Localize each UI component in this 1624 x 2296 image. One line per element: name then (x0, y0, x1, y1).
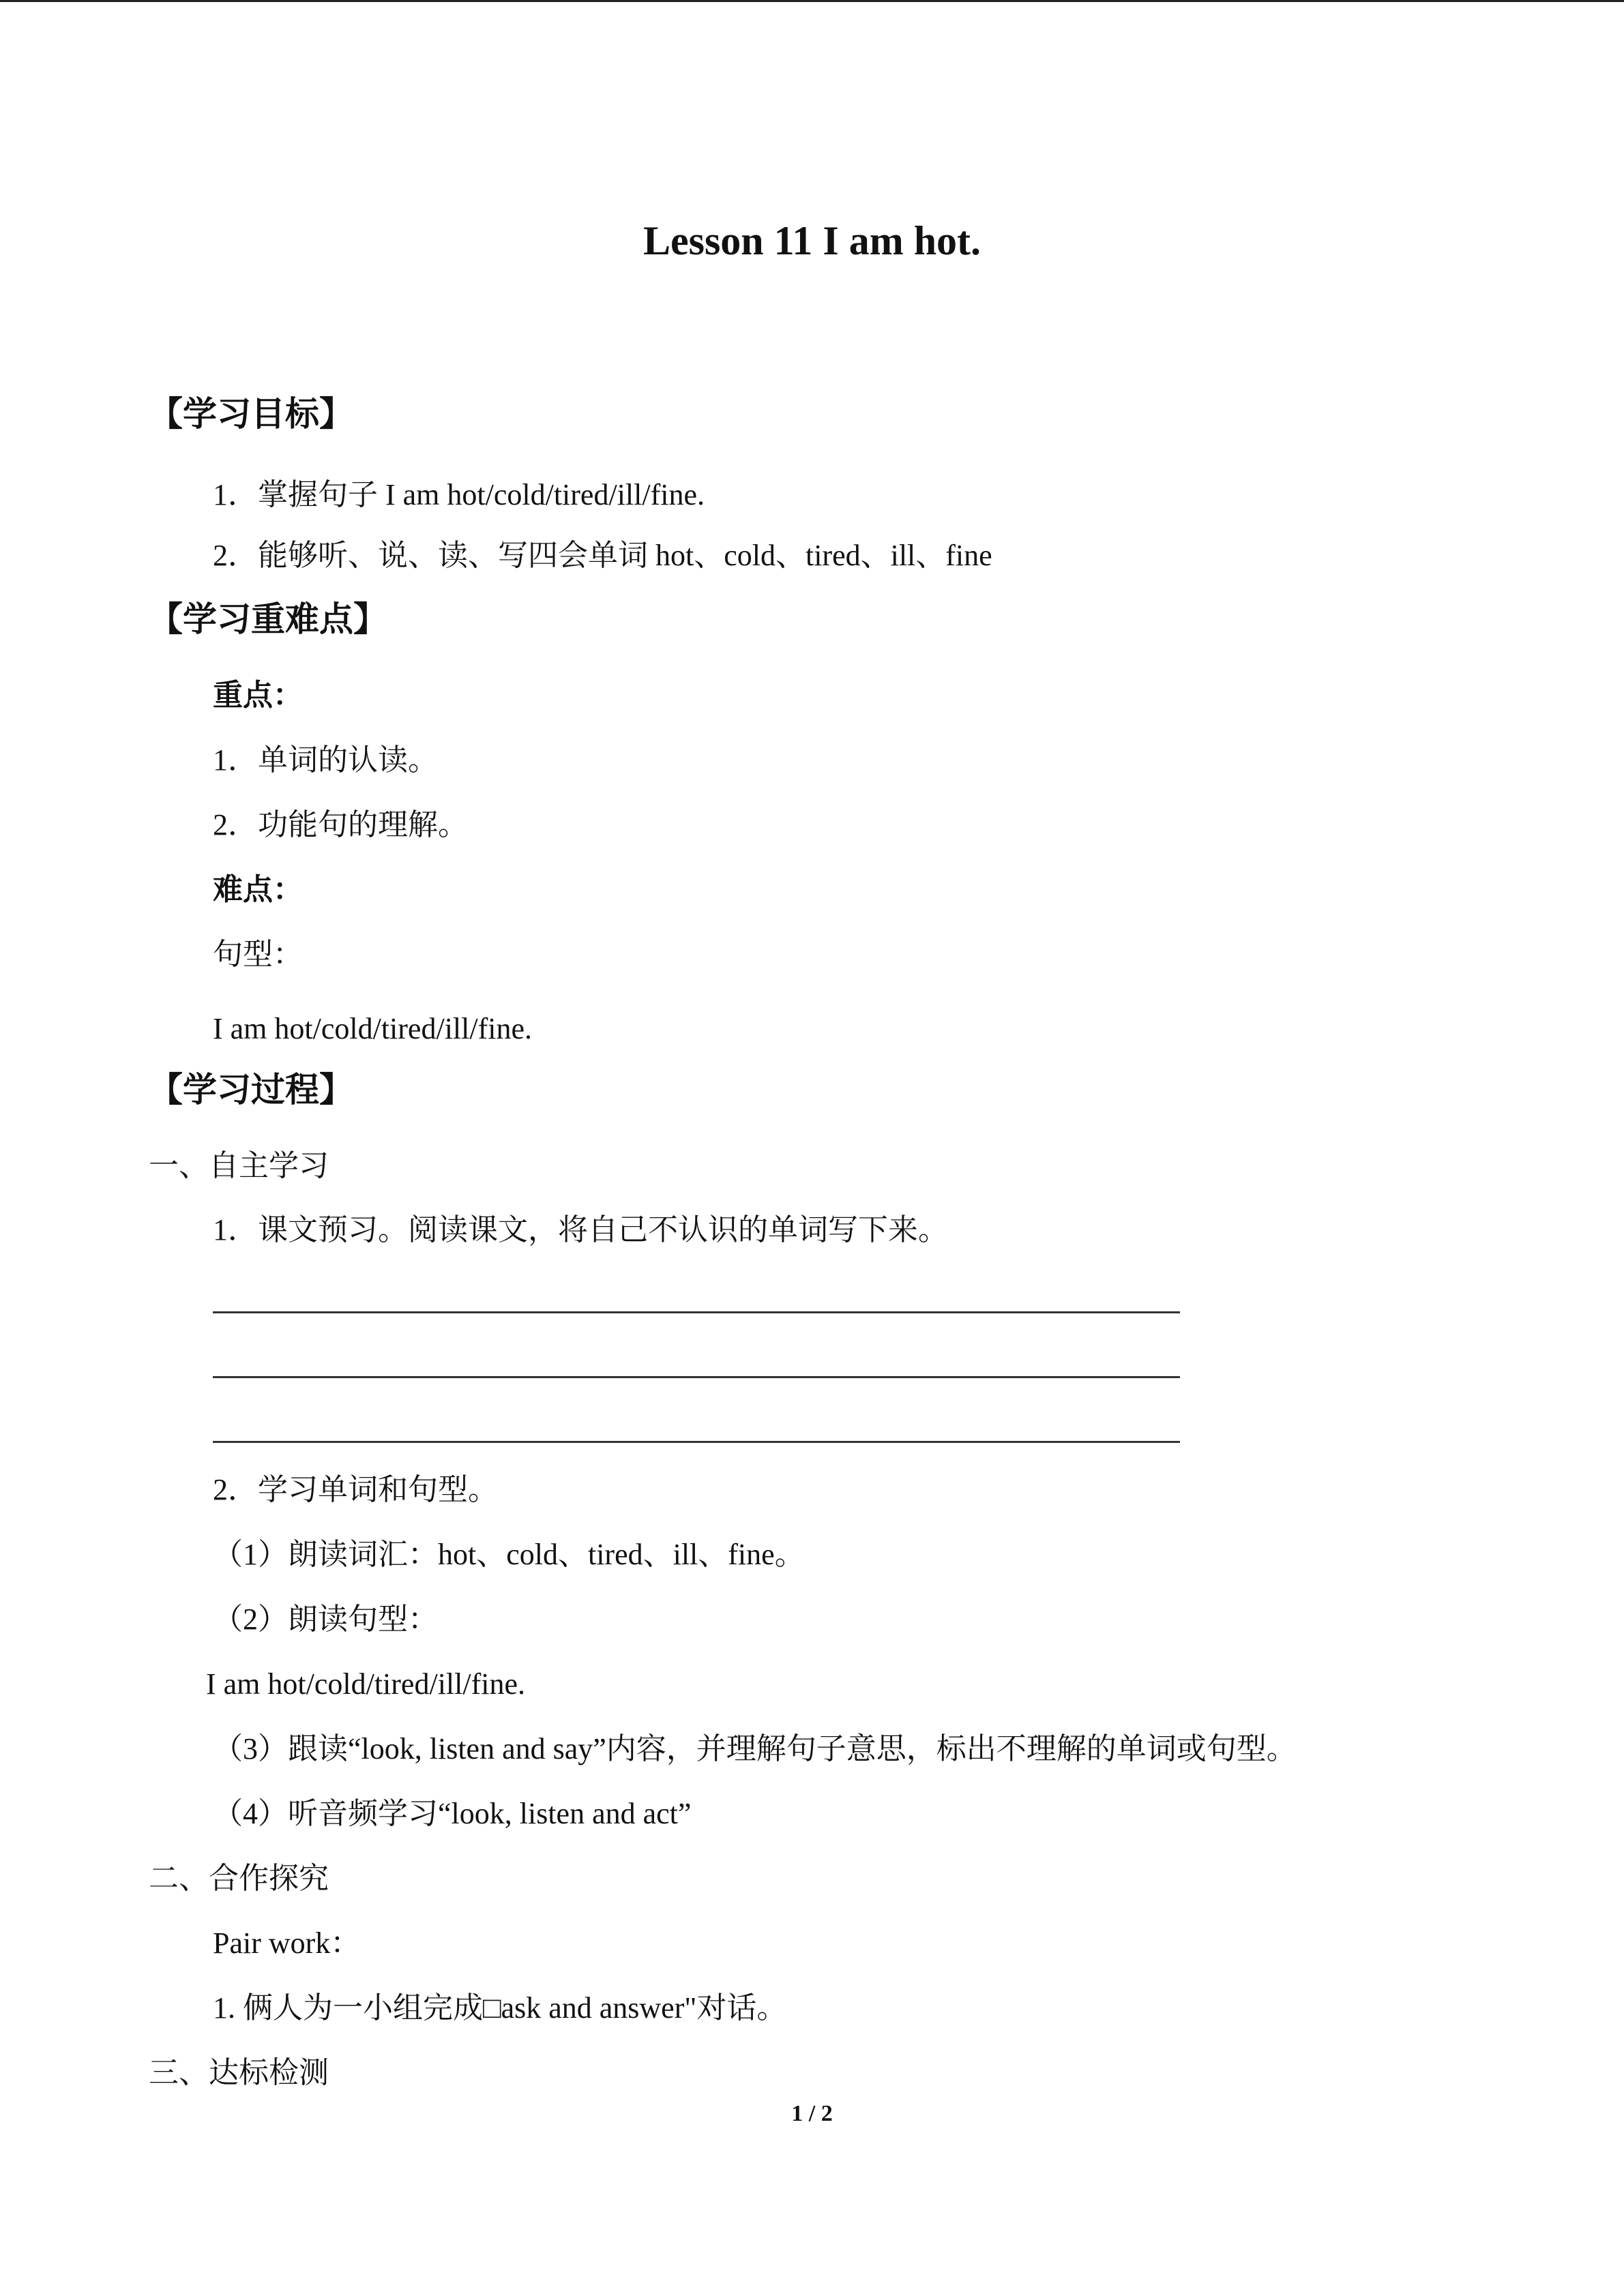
part2-title: 二、合作探究 (149, 1862, 329, 1895)
sentence-pattern-label: 句型： (213, 938, 303, 971)
objectives-heading: 【学习目标】 (149, 394, 353, 434)
objective-item-2: 2．能够听、说、读、写四会单词 hot、cold、tired、ill、fine (213, 539, 992, 572)
pair-work-label: Pair work： (213, 1926, 361, 1960)
part2-item-1: 1. 俩人为一小组完成□ask and answer"对话。 (213, 1991, 787, 2025)
answer-blank-line-3 (213, 1441, 1180, 1443)
sentence-pattern: I am hot/cold/tired/ill/fine. (213, 1012, 532, 1045)
key-point-item-1: 1．单词的认读。 (213, 743, 438, 777)
key-point-item-2: 2．功能句的理解。 (213, 808, 468, 841)
difficulty-label: 难点： (213, 873, 303, 906)
answer-blank-line-2 (213, 1376, 1180, 1378)
page-top-border (0, 0, 1624, 2)
key-points-heading: 【学习重难点】 (149, 599, 387, 639)
part1-item-2: 2．学习单词和句型。 (213, 1473, 498, 1506)
part1-sub-1: （1）朗读词汇：hot、cold、tired、ill、fine。 (213, 1538, 805, 1571)
objective-item-1: 1．掌握句子 I am hot/cold/tired/ill/fine. (213, 478, 705, 511)
page-number: 1 / 2 (791, 2101, 833, 2126)
answer-blank-line-1 (213, 1311, 1180, 1313)
part1-sub-2: （2）朗读句型： (213, 1602, 438, 1636)
part1-item-1: 1．课文预习。阅读课文，将自己不认识的单词写下来。 (213, 1213, 948, 1247)
part1-sub-4: （4）听音频学习“look, listen and act” (213, 1797, 692, 1830)
key-points-label: 重点： (213, 679, 303, 712)
document-title: Lesson 11 I am hot. (643, 218, 981, 263)
part1-title: 一、自主学习 (149, 1149, 329, 1182)
part3-title: 三、达标检测 (149, 2056, 329, 2089)
part1-sub-2-sentence: I am hot/cold/tired/ill/fine. (206, 1667, 525, 1701)
part1-sub-3: （3）跟读“look, listen and say”内容，并理解句子意思，标出不理解的单词或句型。 (213, 1732, 1297, 1765)
process-heading: 【学习过程】 (149, 1070, 353, 1109)
